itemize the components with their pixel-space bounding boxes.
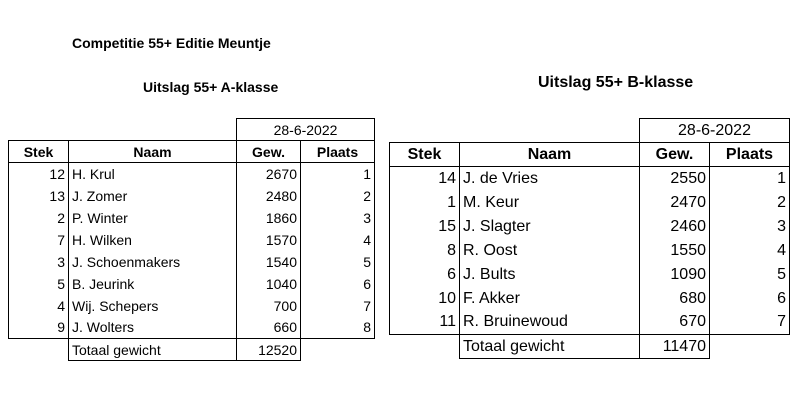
plaats-cell: 6 (301, 273, 375, 295)
gew-cell: 1090 (640, 263, 710, 287)
table-row (390, 311, 790, 335)
stek-cell: 12 (9, 163, 69, 185)
header-row (390, 143, 790, 167)
table-row (390, 167, 790, 191)
naam-cell: R. Bruinewoud (460, 311, 640, 335)
total-label: Totaal gewicht (69, 339, 237, 361)
naam-cell: P. Winter (69, 207, 237, 229)
plaats-cell: 5 (301, 251, 375, 273)
gew-cell: 660 (237, 317, 301, 339)
total-value: 12520 (237, 339, 301, 361)
total-label: Totaal gewicht (460, 335, 640, 359)
naam-cell: H. Wilken (69, 229, 237, 251)
table-row (9, 163, 375, 185)
plaats-cell: 7 (301, 295, 375, 317)
gew-cell: 1570 (237, 229, 301, 251)
gew-cell: 1860 (237, 207, 301, 229)
plaats-cell: 1 (301, 163, 375, 185)
plaats-cell: 7 (710, 311, 790, 335)
date-cell: 28-6-2022 (237, 119, 375, 141)
table-row (390, 215, 790, 239)
page-title: Competitie 55+ Editie Meuntje (72, 35, 271, 51)
stek-cell: 9 (9, 317, 69, 339)
table-row (9, 273, 375, 295)
header-gew: Gew. (640, 143, 710, 167)
naam-cell: J. Slagter (460, 215, 640, 239)
stek-cell: 8 (390, 239, 460, 263)
gew-cell: 2670 (237, 163, 301, 185)
gew-cell: 2480 (237, 185, 301, 207)
header-stek: Stek (390, 143, 460, 167)
naam-cell: J. Schoenmakers (69, 251, 237, 273)
header-naam: Naam (69, 141, 237, 163)
header-stek: Stek (9, 141, 69, 163)
stek-cell: 7 (9, 229, 69, 251)
gew-cell: 2550 (640, 167, 710, 191)
naam-cell: J. de Vries (460, 167, 640, 191)
table-row (390, 287, 790, 311)
plaats-cell: 6 (710, 287, 790, 311)
naam-cell: M. Keur (460, 191, 640, 215)
stek-cell: 1 (390, 191, 460, 215)
gew-cell: 680 (640, 287, 710, 311)
date-row (390, 119, 790, 143)
table-row (9, 317, 375, 339)
gew-cell: 700 (237, 295, 301, 317)
plaats-cell: 4 (301, 229, 375, 251)
table-row (390, 239, 790, 263)
stek-cell: 15 (390, 215, 460, 239)
naam-cell: F. Akker (460, 287, 640, 311)
header-row (9, 141, 375, 163)
plaats-cell: 4 (710, 239, 790, 263)
plaats-cell: 5 (710, 263, 790, 287)
stek-cell: 4 (9, 295, 69, 317)
table-row (9, 185, 375, 207)
total-value: 11470 (640, 335, 710, 359)
gew-cell: 1550 (640, 239, 710, 263)
naam-cell: Wij. Schepers (69, 295, 237, 317)
table-row (390, 263, 790, 287)
stek-cell: 11 (390, 311, 460, 335)
stek-cell: 6 (390, 263, 460, 287)
stek-cell: 5 (9, 273, 69, 295)
class-a-title: Uitslag 55+ A-klasse (143, 79, 279, 95)
gew-cell: 670 (640, 311, 710, 335)
stek-cell: 13 (9, 185, 69, 207)
plaats-cell: 1 (710, 167, 790, 191)
naam-cell: J. Bults (460, 263, 640, 287)
table-row (9, 295, 375, 317)
naam-cell: R. Oost (460, 239, 640, 263)
class-b-results-table (389, 118, 790, 359)
class-b-title: Uitslag 55+ B-klasse (538, 74, 694, 91)
date-row (9, 119, 375, 141)
naam-cell: H. Krul (69, 163, 237, 185)
plaats-cell: 3 (710, 215, 790, 239)
table-row (9, 229, 375, 251)
plaats-cell: 2 (710, 191, 790, 215)
naam-cell: J. Zomer (69, 185, 237, 207)
plaats-cell: 3 (301, 207, 375, 229)
stek-cell: 3 (9, 251, 69, 273)
table-row (390, 191, 790, 215)
gew-cell: 1540 (237, 251, 301, 273)
table-row (9, 251, 375, 273)
total-row (390, 335, 790, 359)
date-cell: 28-6-2022 (640, 119, 790, 143)
stek-cell: 2 (9, 207, 69, 229)
gew-cell: 2460 (640, 215, 710, 239)
stek-cell: 10 (390, 287, 460, 311)
gew-cell: 1040 (237, 273, 301, 295)
naam-cell: J. Wolters (69, 317, 237, 339)
header-plaats: Plaats (301, 141, 375, 163)
total-row (9, 339, 375, 361)
header-naam: Naam (460, 143, 640, 167)
class-a-results-table (8, 118, 375, 361)
stek-cell: 14 (390, 167, 460, 191)
header-gew: Gew. (237, 141, 301, 163)
plaats-cell: 8 (301, 317, 375, 339)
gew-cell: 2470 (640, 191, 710, 215)
plaats-cell: 2 (301, 185, 375, 207)
table-row (9, 207, 375, 229)
header-plaats: Plaats (710, 143, 790, 167)
naam-cell: B. Jeurink (69, 273, 237, 295)
